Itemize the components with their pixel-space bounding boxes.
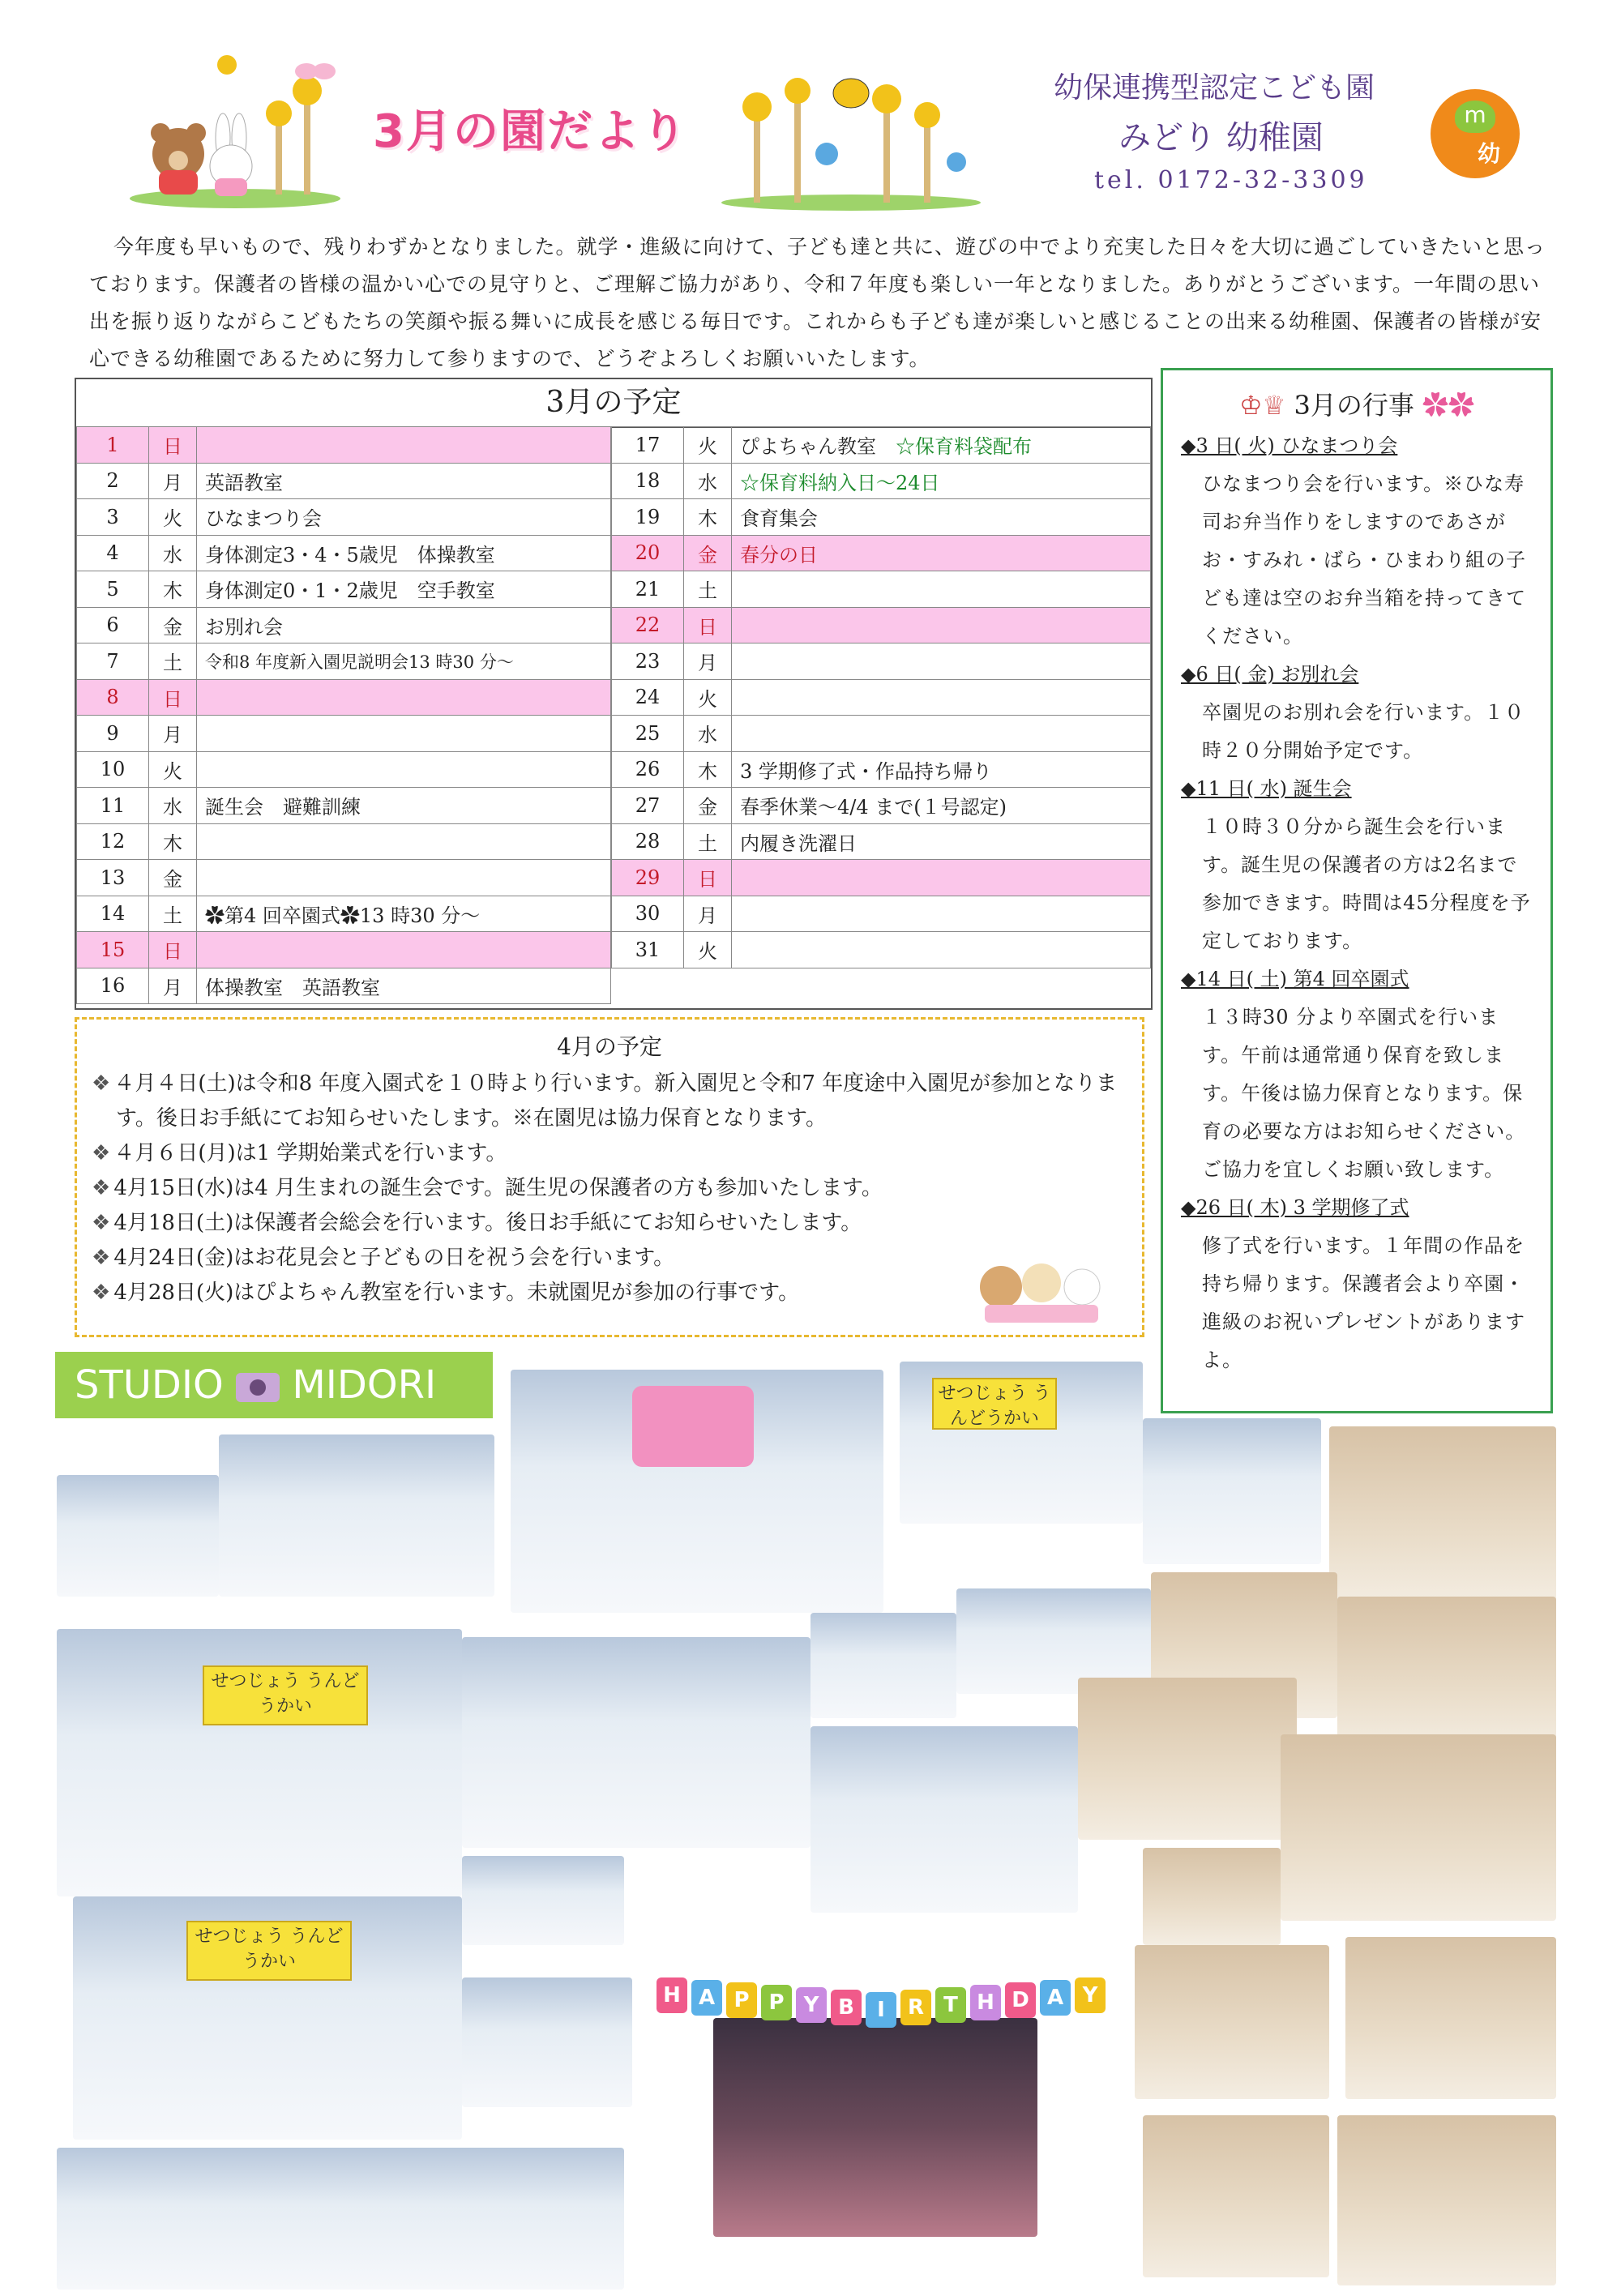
day-cell: 27 [612,788,684,824]
banner-sign: せつじょう うんどうかい [932,1378,1057,1430]
event-text: 卒園児のお別れ会を行います。１０時２０分開始予定です。 [1202,701,1525,762]
event-cell [732,932,1151,968]
table-row [612,535,1151,571]
weekday-cell: 水 [684,463,732,499]
weekday-cell: 月 [149,716,197,752]
event-text: 修了式を行います。１年間の作品を持ち帰ります。保護者会より卒園・進級のお祝いプレゼントがありますよ。 [1202,1234,1526,1371]
weekday-cell: 火 [149,751,197,788]
photo [462,1977,632,2107]
photo [1329,1426,1556,1605]
photo [511,1370,883,1613]
garland-letter: P [726,1982,757,2018]
weekday-cell: 日 [684,607,732,643]
garland-letter: I [866,1992,896,2028]
photo [713,2018,1037,2237]
photo [1281,1734,1556,1921]
weekday-cell: 日 [149,427,197,464]
photo [1345,1937,1556,2099]
event-text: ひなまつり会を行います。※ひな寿司お弁当作りをしますのであさがお・すみれ・ばら・ひまわり組の子ども達は空のお弁当箱を持ってきてください。 [1202,472,1526,648]
day-cell: 6 [77,607,149,643]
list-item: ❖ 4月18日(土)は保護者会総会を行います。後日お手紙にてお知らせいたします。 [92,1206,1137,1241]
bee-flowers-illustration [721,65,981,211]
table-row [77,607,611,643]
weekday-cell: 土 [684,571,732,608]
event-text: １３時30 分より卒園式を行います。午前は通常通り保育を致します。午後は協力保育となります。保育の必要な方はお知らせください。ご協力を宜しくお願い致します。 [1202,1006,1526,1181]
schedule-table-left [76,426,611,1004]
weekday-cell: 火 [684,427,732,464]
table-row [77,860,611,896]
weekday-cell: 木 [684,499,732,536]
table-row [612,643,1151,680]
table-row [612,427,1151,464]
photo [1337,2115,1556,2285]
weekday-cell: 木 [149,571,197,608]
table-row [77,788,611,824]
weekday-cell: 月 [684,643,732,680]
event-heading: ◆14 日( 土) 第4 回卒園式 [1181,968,1409,990]
garland-letter: Y [796,1987,827,2023]
photo [1135,1945,1329,2099]
weekday-cell: 月 [149,968,197,1004]
event-cell [197,860,611,896]
studio-banner [55,1352,493,1418]
photo [219,1434,494,1597]
april-title: 4月の予定 [557,1033,662,1060]
day-cell: 24 [612,679,684,716]
garland-letter: H [657,1977,687,2013]
event-cell: お別れ会 [197,607,611,643]
table-row [77,823,611,860]
event-cell [197,932,611,968]
weekday-cell: 金 [149,860,197,896]
phone-number: tel. 0172-32-3309 [1094,166,1368,195]
event-cell [732,571,1151,608]
day-cell: 17 [612,427,684,464]
event-cell [732,643,1151,680]
event-note: ☆保育料袋配布 [896,435,1032,459]
photo [810,1726,1078,1913]
weekday-cell: 土 [684,823,732,860]
march-schedule [75,378,1153,1010]
event-cell [197,823,611,860]
event-cell [197,427,611,464]
table-row [612,463,1151,499]
events-body [1181,427,1538,1379]
day-cell: 26 [612,751,684,788]
table-row [77,716,611,752]
event-cell: 誕生会 避難訓練 [197,788,611,824]
event-cell: 身体測定3・4・5歳児 体操教室 [197,535,611,571]
camera-icon [236,1373,280,1402]
photo [900,1362,1143,1524]
day-cell: 30 [612,896,684,932]
april-schedule [75,1017,1144,1337]
event-cell: 春分の日 [732,535,1151,571]
event-cell [732,896,1151,932]
day-cell: 31 [612,932,684,968]
weekday-cell: 土 [149,643,197,680]
studio-label-left: STUDIO [75,1362,224,1408]
garland-letter: T [935,1987,966,2023]
day-cell: 5 [77,571,149,608]
garland-letter: Y [1075,1977,1106,2013]
table-row [612,607,1151,643]
garland-letter: B [831,1990,862,2025]
weekday-cell: 火 [149,499,197,536]
table-row [77,427,611,464]
weekday-cell: 月 [149,463,197,499]
day-cell: 28 [612,823,684,860]
weekday-cell: 金 [149,607,197,643]
table-row [612,751,1151,788]
event-cell [732,679,1151,716]
weekday-cell: 日 [149,679,197,716]
photo [57,1475,219,1597]
day-cell: 18 [612,463,684,499]
page-title: 3月の園だより [373,105,688,158]
march-events [1161,368,1553,1413]
table-row [77,571,611,608]
day-cell: 13 [77,860,149,896]
day-cell: 7 [77,643,149,680]
weekday-cell: 土 [149,896,197,932]
weekday-cell: 金 [684,788,732,824]
event-cell [732,427,1151,464]
table-row [612,679,1151,716]
event-heading: ◆6 日( 金) お別れ会 [1181,663,1359,686]
event-cell: 令和8 年度新入園児説明会13 時30 分～ [197,643,611,680]
table-row [77,968,611,1004]
garland-letter: A [1040,1980,1071,2016]
org-type: 幼保連携型認定こども園 [1054,71,1375,105]
school-logo [1431,89,1520,178]
photo [73,1896,462,2140]
table-row [612,499,1151,536]
table-row [612,860,1151,896]
weekday-cell: 水 [149,788,197,824]
header [0,0,1621,219]
day-cell: 4 [77,535,149,571]
event-heading: ◆3 日( 火) ひなまつり会 [1181,434,1398,457]
weekday-cell: 火 [684,679,732,716]
day-cell: 16 [77,968,149,1004]
event-cell [197,751,611,788]
day-cell: 22 [612,607,684,643]
photo [57,2148,624,2290]
garland-letter: P [761,1985,792,2020]
flower-icon: ✿✿ [1422,390,1475,421]
event-cell [732,860,1151,896]
photo [1143,2115,1329,2277]
day-cell: 20 [612,535,684,571]
event-cell: 体操教室 英語教室 [197,968,611,1004]
photo [810,1613,956,1718]
table-row [77,932,611,968]
day-cell: 9 [77,716,149,752]
photo [1337,1597,1556,1751]
day-cell: 2 [77,463,149,499]
event-cell: ひなまつり会 [197,499,611,536]
event-cell: 春季休業～4/4 まで(１号認定) [732,788,1151,824]
event-cell [732,716,1151,752]
photo [1143,1848,1281,1945]
day-cell: 19 [612,499,684,536]
table-row [77,751,611,788]
butterfly-icon [292,57,340,89]
day-cell: 3 [77,499,149,536]
banner-sign: せつじょう うんどうかい [203,1665,368,1725]
event-cell [197,679,611,716]
day-cell: 10 [77,751,149,788]
garland-letter: A [691,1980,722,2016]
logo-leaf-icon: m [1455,100,1495,133]
day-cell: 8 [77,679,149,716]
list-item: ❖ 4月28日(火)はぴよちゃん教室を行います。未就園児が参加の行事です。 [92,1276,1137,1310]
list-item: ❖ 4月24日(金)はお花見会と子どもの日を祝う会を行います。 [92,1241,1137,1276]
event-cell: 内履き洗濯日 [732,823,1151,860]
event-cell [197,716,611,752]
table-row [77,535,611,571]
table-row [77,499,611,536]
table-row [612,932,1151,968]
table-row [77,679,611,716]
table-row [612,788,1151,824]
event-cell: 身体測定0・1・2歳児 空手教室 [197,571,611,608]
table-row [612,896,1151,932]
day-cell: 1 [77,427,149,464]
event-heading: ◆11 日( 水) 誕生会 [1181,777,1352,800]
photo [462,1856,624,1945]
event-cell: ✿第4 回卒園式✿13 時30 分～ [197,896,611,932]
day-cell: 11 [77,788,149,824]
weekday-cell: 木 [684,751,732,788]
weekday-cell: 金 [684,535,732,571]
table-row [77,643,611,680]
weekday-cell: 木 [149,823,197,860]
day-cell: 21 [612,571,684,608]
event-cell: 英語教室 [197,463,611,499]
banner-sign: せつじょう うんどうかい [186,1921,352,1981]
event-heading: ◆26 日( 木) 3 学期修了式 [1181,1196,1409,1219]
logo-text: 幼 [1478,140,1501,167]
photo [57,1629,462,1896]
schedule-table-right [611,426,1151,968]
weekday-cell: 水 [684,716,732,752]
org-name: みどり 幼稚園 [1118,119,1324,156]
table-row [612,823,1151,860]
photo [1078,1678,1297,1840]
animals-party-icon [969,1238,1106,1328]
day-cell: 15 [77,932,149,968]
event-text: ぴよちゃん教室 [740,435,896,459]
day-cell: 23 [612,643,684,680]
events-title-text: 3月の行事 [1294,390,1414,421]
snow-bus-sculpture [632,1386,754,1467]
day-cell: 12 [77,823,149,860]
day-cell: 14 [77,896,149,932]
event-text: １０時３０分から誕生会を行います。誕生児の保護者の方は2名まで参加できます。時間は45分程度を予定しております。 [1202,815,1531,952]
table-row [77,463,611,499]
garland-letter: H [970,1985,1001,2020]
photo [462,1637,810,1848]
event-cell: 3 学期修了式・作品持ち帰り [732,751,1151,788]
hina-doll-icon: ♔♕ [1238,390,1286,421]
weekday-cell: 水 [149,535,197,571]
photo [1143,1418,1321,1564]
table-row [612,571,1151,608]
list-item: ❖ ４月６日(月)は1 学期始業式を行います。 [92,1136,1137,1171]
schedule-title: 3月の予定 [76,379,1151,428]
event-cell: 食育集会 [732,499,1151,536]
event-cell [732,607,1151,643]
table-row [612,716,1151,752]
table-row [77,896,611,932]
day-cell: 29 [612,860,684,896]
weekday-cell: 月 [684,896,732,932]
garland-letter: R [900,1990,931,2025]
weekday-cell: 日 [684,860,732,896]
weekday-cell: 火 [684,932,732,968]
event-cell: ☆保育料納入日～24日 [732,463,1151,499]
day-cell: 25 [612,716,684,752]
studio-label-right: MIDORI [292,1362,437,1408]
list-item: ❖ 4月15日(水)は4 月生まれの誕生会です。誕生児の保護者の方も参加いたします。 [92,1171,1137,1206]
events-title [1163,385,1550,422]
weekday-cell: 日 [149,932,197,968]
intro-paragraph: 今年度も早いもので、残りわずかとなりました。就学・進級に向けて、子ども達と共に、遊びの中でより充実した日々を大切に過ごしていきたいと思っております。保護者の皆様の温かい心での見守りと、ご理解ご協力があり、令和７年度も楽しい一年となりました。ありがとうございます。一年間の思い出を振り返りながらこどもたちの笑顔や振る舞いに成長を感じる毎日です。これからも子ども達が楽しいと感じることの出来る幼稚園、保護者の皆様が安心できる幼稚園であるために努力して参りますので、どうぞよろしくお願いいたします。 [89,235,1546,370]
list-item: ❖ ４月４日(土)は令和8 年度入園式を１０時より行います。新入園児と令和7 年度途中入園児が参加となります。後日お手紙にてお知らせいたします。※在園児は協力保育となります。 [92,1067,1137,1136]
garland-letter: D [1005,1982,1036,2018]
